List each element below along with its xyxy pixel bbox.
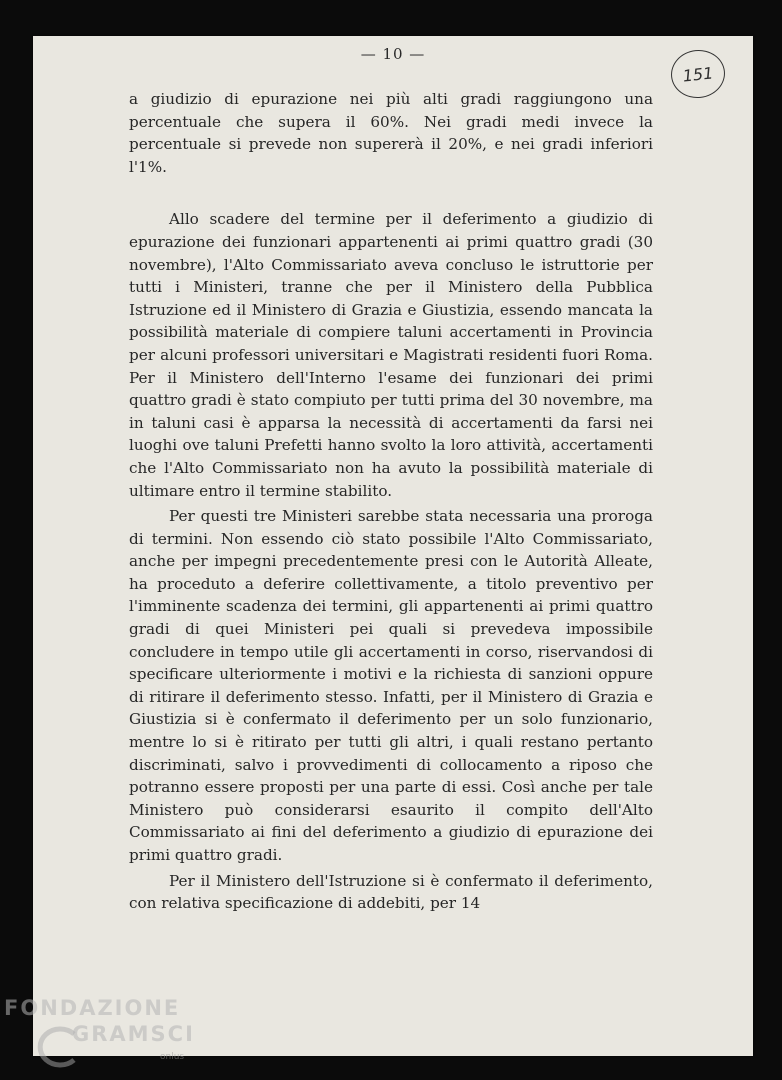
paragraph-education: Per il Ministero dell'Istruzione si è confermato il deferimento, con relativa specificazione di addebiti, per 14	[129, 871, 653, 913]
archive-number-stamp: 151	[669, 47, 728, 100]
paragraph-continuation: a giudizio di epurazione nei più alti gradi raggiungono una percentuale che supera il 60%. Nei gradi medi invece la percentuale si prevede non supererà il 20%, e nei gradi inferiori l'1%.	[129, 90, 653, 176]
fondazione-gramsci-watermark	[4, 992, 224, 1072]
document-page	[33, 36, 753, 1056]
paragraph-deadline: Allo scadere del termine per il deferimento a giudizio di epurazione dei funzionari appartenenti ai primi quattro gradi (30 novembre), l'Alto Commissariato aveva concluso le istruttorie per tutti i Ministeri, tranne che per il Ministero della Pubblica Istruzione ed il Ministero di Grazia e Giustizia, essendo mancata la possibilità materiale di compiere taluni accertamenti in Provincia per alcuni professori universitari e Magistrati residenti fuori Roma. Per il Ministero dell'Interno l'esame dei funzionari dei primi quattro gradi è stato compiuto per tutti prima del 30 novembre, ma in taluni casi è apparsa la necessità di accertamenti da farsi nei luoghi ove taluni Prefetti hanno svolto la loro attività, accertamenti che l'Alto Commissariato non ha avuto la possibilità materiale di ultimare entro il termine stabilito.	[129, 210, 653, 500]
watermark-line-2: GRAMSCI	[72, 1022, 195, 1046]
paragraph-ministries: Per questi tre Ministeri sarebbe stata necessaria una proroga di termini. Non essendo ciò stato possibile l'Alto Commissariato, anche per impegni precedentemente presi con le Autorità Alleate, ha proceduto a deferire collettivamente, a titolo preventivo per l'imminente scadenza dei termini, gli appartenenti ai primi quattro gradi di quei Ministeri pei quali si prevedeva impossibile concludere in tempo utile gli accertamenti in corso, riservandosi di specificare ulteriormente i motivi e la richiesta di sanzioni oppure di ritirare il deferimento stesso. Infatti, per il Ministero di Grazia e Giustizia si è confermato il deferimento per un solo funzionario, mentre lo si è ritirato per tutti gli altri, i quali restano pertanto discriminati, salvo i provvedimenti di collocamento a riposo che potranno essere proposti per una parte di essi. Così anche per tale Ministero può considerarsi esaurito il compito dell'Alto Commissariato ai fini del deferimento a giudizio di epurazione dei primi quattro gradi.	[129, 507, 653, 864]
watermark-line-1: FONDAZIONE	[4, 996, 181, 1020]
watermark-suffix: onlus	[160, 1052, 185, 1062]
page-number: — 10 —	[360, 45, 426, 63]
document-body	[129, 88, 653, 915]
